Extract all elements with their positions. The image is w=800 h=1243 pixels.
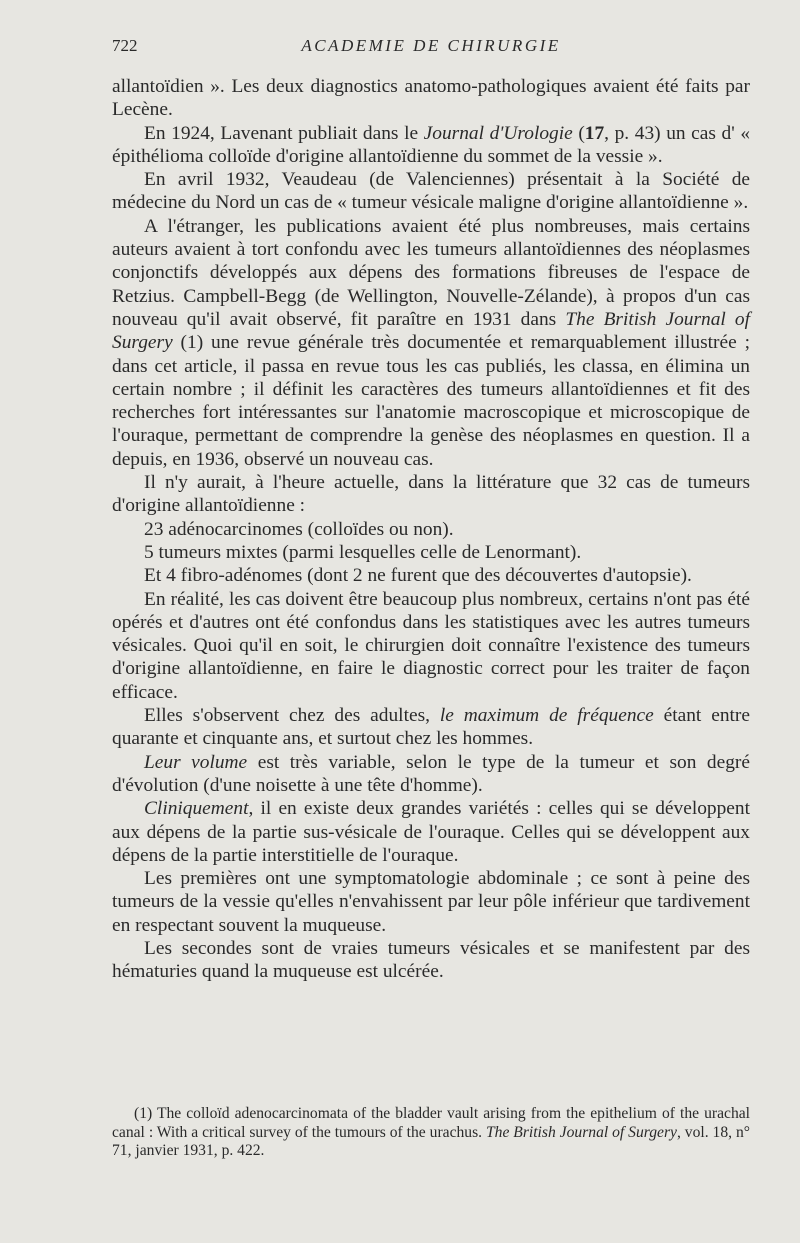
volume-number: 17 [584,122,605,144]
paragraph-4: A l'étranger, les publications avaient été plus nombreuses, mais certains auteurs avaient à tort confondu avec les tumeurs allantoïdiennes des néoplasmes conjonctifs développés aux dépens des formations fibreuses de l'espace de Retzius. Campbell-Begg (de Wellington, Nouvelle-Zélande), à propos d'un cas nouveau qu'il avait observé, fit paraître en 1931 dans The British Journal of Surgery (1) une revue générale très documentée et remarquablement illustrée ; dans cet article, il passa en revue tous les cas publiés, les classa, en élimina un certain nombre ; il définit les caractères des tumeurs allantoïdiennes et fit des recherches fort intéressantes sur l'anatomie macroscopique et microscopique de l'ouraque, permettant de comprendre la genèse des néoplasmes en question. Il a depuis, en 1936, observé un nouveau cas. [112,215,751,470]
paragraph-2: En 1924, Lavenant publiait dans le Journal d'Urologie (17, p. 43) un cas d' « épithélioma colloïde d'origine allantoïdienne du sommet de la vessie ». [112,122,751,167]
journal-title: The British Journal of Surgery [112,308,751,354]
paragraph-9: En réalité, les cas doivent être beaucoup plus nombreux, certains n'ont pas été opérés et d'autres ont été confondus dans les statistiques avec les autres tumeurs vésicales. Quoi qu'il en soit, le chirurgien doit connaître l'existence des tumeurs d'origine allantoïdienne, en faire le diagnostic correct pour les traiter de façon efficace. [112,588,750,703]
paragraph-11: Leur volume est très variable, selon le type de la tumeur et son degré d'évolution (d'une noisette à une tête d'homme). [112,751,750,796]
paragraph-10: Elles s'observent chez des adultes, le maximum de fréquence étant entre quarante et cinquante ans, et surtout chez les hommes. [112,705,750,750]
journal-title: The British Journal of Surgery [485,1123,677,1141]
page-header [112,36,750,58]
paragraph-14: Les secondes sont de vraies tumeurs vésicales et se manifestent par des hématuries quand la muqueuse est ulcérée. [112,937,750,983]
emphasis: Cliniquement [144,798,249,820]
paragraph-5: Il n'y aurait, à l'heure actuelle, dans la littérature que 32 cas de tumeurs d'origine allantoïdienne : [112,472,750,517]
paragraph-12: Cliniquement, il en existe deux grandes variétés : celles qui se développent aux dépens de la partie sus-vésicale de l'ouraque. Celles qui se développent aux dépens de la partie interstitielle de l'ouraque. [112,798,750,866]
footnotes [112,1105,750,1161]
paragraph-13: Les premières ont une symptomatologie abdominale ; ce sont à peine des tumeurs de la vessie qu'elles n'envahissent par leur pôle inférieur que tardivement en respectant souvent la muqueuse. [112,868,750,936]
journal-title: Journal d'Urologie [423,122,573,144]
page-number: 722 [112,36,138,55]
footnote-1: (1) The colloïd adenocarcinomata of the bladder vault arising from the epithelium of the urachal canal : With a critical survey of the tumours of the urachus. The British Journal of Surgery, vol. 18, n° 71, janvier 1931, p. 422. [112,1105,750,1160]
paragraph-8: Et 4 fibro-adénomes (dont 2 ne furent que des découvertes d'autopsie). [144,565,692,587]
body-text [112,75,750,984]
paragraph-1: allantoïdien ». Les deux diagnostics anatomo-pathologiques avaient été faits par Lecène. [112,76,750,121]
paragraph-3: En avril 1932, Veaudeau (de Valenciennes) présentait à la Société de médecine du Nord un cas de « tumeur vésicale maligne d'origine allantoïdienne ». [112,169,750,214]
emphasis: Leur volume [144,751,248,773]
emphasis: le maximum de fréquence [439,705,654,727]
running-title: ACADEMIE DE CHIRURGIE [301,36,561,55]
paragraph-6: 23 adénocarcinomes (colloïdes ou non). [144,518,454,540]
paragraph-7: 5 tumeurs mixtes (parmi lesquelles celle de Lenormant). [144,541,582,563]
